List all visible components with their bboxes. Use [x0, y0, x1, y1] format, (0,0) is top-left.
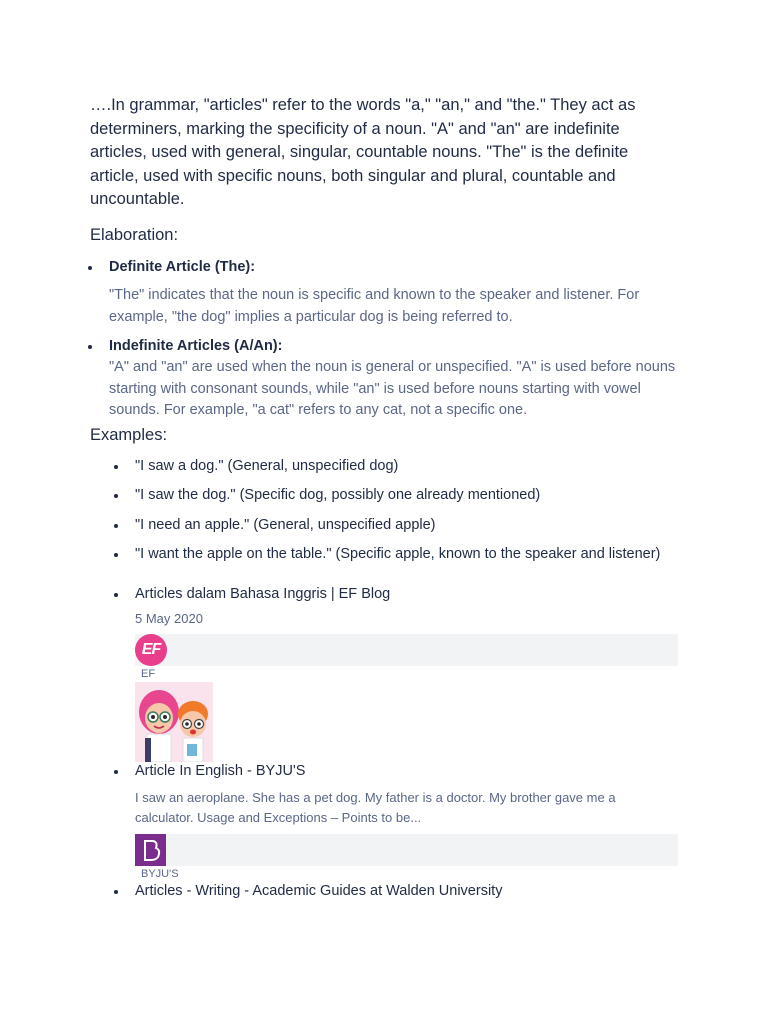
source-name-ef: EF — [141, 668, 156, 680]
example-item: "I need an apple." (General, unspecified apple) — [135, 515, 675, 536]
source-name-byjus: BYJU'S — [141, 868, 179, 880]
source-date: 5 May 2020 — [135, 611, 203, 626]
byjus-logo-icon — [135, 834, 166, 866]
intro-paragraph: ….In grammar, "articles" refer to the words "a," "an," and "the." They act as determiners, marking the specificity of a noun. "A" and "an" are indefinite articles, used with general, singular, countable nouns. "The" is the definite article, used with specific nouns, both singular and plural, countable and uncountable. — [90, 96, 636, 208]
example-item: "I saw a dog." (General, unspecified dog) — [135, 456, 675, 477]
source-link-ef[interactable]: Articles dalam Bahasa Inggris | EF Blog — [135, 584, 675, 605]
elaboration-heading: Elaboration: — [90, 226, 179, 244]
cartoon-children-icon — [135, 682, 213, 762]
indefinite-article-title: Indefinite Articles (A/An): — [109, 338, 283, 354]
definite-article-title: Definite Article (The): — [109, 259, 256, 275]
cartoon-children-image — [135, 682, 213, 762]
indefinite-article-text: "A" and "an" are used when the noun is general or unspecified. "A" is used before nouns starting with consonant sounds, while "an" is used before nouns starting with vowel sounds. For example, "a cat" refers to any cat, not a specific one. — [109, 359, 676, 418]
examples-heading: Examples: — [90, 426, 168, 444]
definite-article-text: "The" indicates that the noun is specific and known to the speaker and listener. For example, "the dog" implies a particular dog is being referred to. — [109, 287, 640, 325]
source-card-ef[interactable] — [135, 634, 678, 666]
source-link-byjus[interactable]: Article In English - BYJU'S — [135, 761, 675, 782]
ef-logo-icon: EF — [135, 634, 167, 666]
example-item: "I want the apple on the table." (Specific apple, known to the speaker and listener) — [135, 544, 675, 565]
source-link-walden[interactable]: Articles - Writing - Academic Guides at Walden University — [135, 881, 675, 902]
source-card-byjus[interactable] — [135, 834, 678, 866]
example-item: "I saw the dog." (Specific dog, possibly one already mentioned) — [135, 485, 675, 506]
source-snippet: I saw an aeroplane. She has a pet dog. My father is a doctor. My brother gave me a calculator. Usage and Exceptions – Points to be... — [135, 790, 616, 825]
